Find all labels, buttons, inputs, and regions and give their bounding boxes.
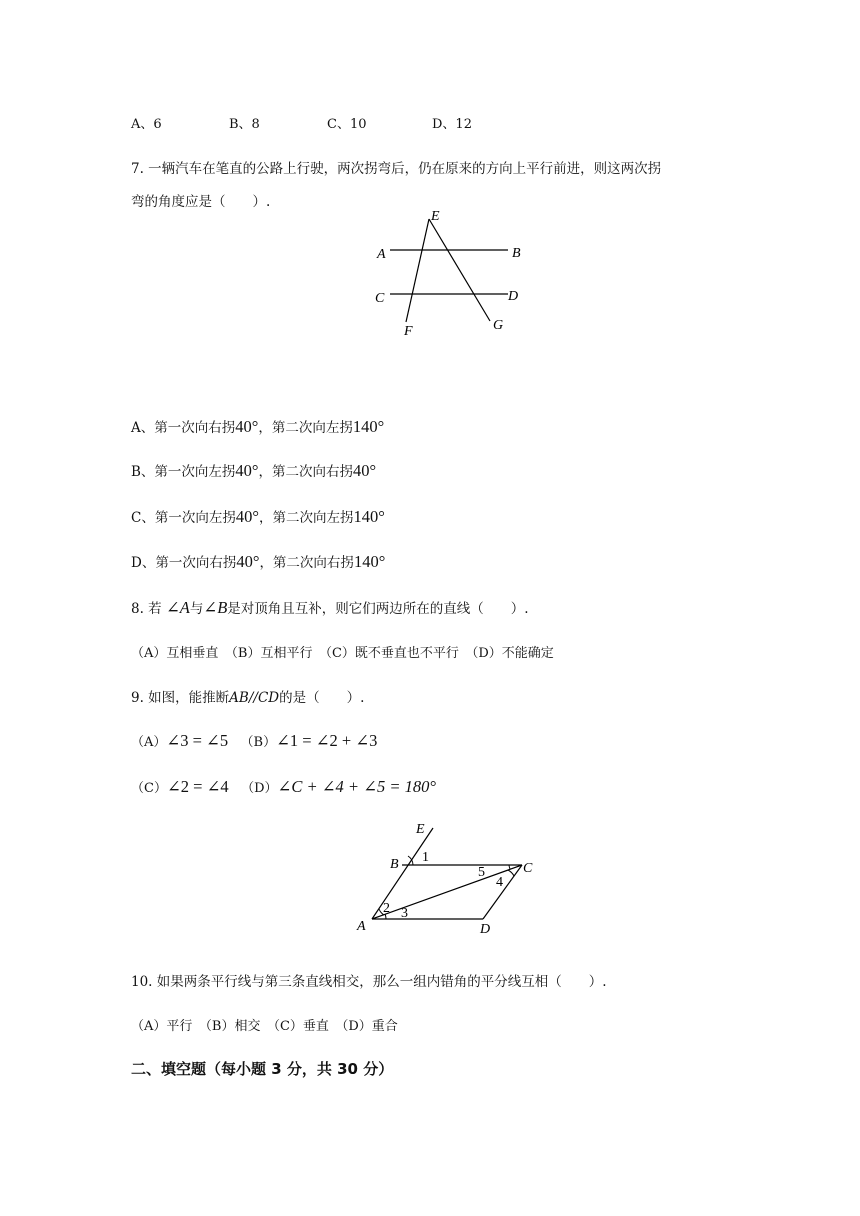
- q9-label-2: 2: [383, 901, 390, 916]
- q9-label-1: 1: [422, 850, 429, 865]
- q7-option-a: A、第一次向右拐40°，第二次向左拐140°: [131, 417, 385, 436]
- q7-option-d: D、第一次向右拐40°，第二次向右拐140°: [131, 552, 386, 571]
- q6-option-c: C、10: [327, 117, 367, 132]
- q6-option-a: A、6: [131, 117, 162, 132]
- q7-stem-line1: 7. 一辆汽车在笔直的公路上行驶，两次拐弯后，仍在原来的方向上平行前进，则这两次拐: [131, 161, 662, 177]
- q7-line-ef: [406, 219, 429, 322]
- q9-label-e: E: [416, 822, 425, 837]
- q9-label-3: 3: [401, 906, 408, 921]
- q7-option-b: B、第一次向左拐40°，第二次向右拐40°: [131, 461, 377, 480]
- q8-stem: 8. 若 ∠A与∠B是对顶角且互补，则它们两边所在的直线（ ）.: [131, 598, 529, 617]
- q9-label-d: D: [480, 922, 491, 937]
- q9-label-b: B: [390, 857, 399, 872]
- q9-figure: [350, 818, 550, 943]
- q7-label-e: E: [431, 209, 440, 224]
- q9-line-cd: [483, 865, 522, 919]
- q7-stem-line2: 弯的角度应是（ ）.: [131, 194, 271, 210]
- section-2-heading: 二、填空题（每小题 3 分，共 30 分）: [131, 1060, 394, 1078]
- q7-label-b: B: [512, 246, 521, 261]
- q10-options: （A）平行 （B）相交 （C）垂直 （D）重合: [131, 1019, 398, 1034]
- q7-label-g: G: [493, 318, 504, 333]
- q10-stem: 10. 如果两条平行线与第三条直线相交，那么一组内错角的平分线互相（ ）.: [131, 974, 607, 990]
- q9-arc-4: [508, 870, 514, 876]
- q9-label-5: 5: [478, 865, 485, 880]
- q7-line-eg: [429, 219, 490, 321]
- q7-label-f: F: [404, 324, 413, 339]
- q9-line-ac: [372, 865, 522, 919]
- q7-label-c: C: [375, 291, 385, 306]
- q8-options: （A）互相垂直 （B）互相平行 （C）既不垂直也不平行 （D）不能确定: [131, 646, 554, 661]
- q6-option-b: B、8: [229, 117, 260, 132]
- q9-label-4: 4: [496, 875, 503, 890]
- q9-stem: 9. 如图，能推断AB//CD的是（ ）.: [131, 690, 365, 706]
- q6-option-d: D、12: [432, 117, 472, 132]
- q9-options-cd: （C）∠2 = ∠4 （D）∠C + ∠4 + ∠5 = 180°: [131, 777, 436, 796]
- q7-option-c: C、第一次向左拐40°，第二次向左拐140°: [131, 507, 385, 526]
- q9-label-c: C: [523, 861, 533, 876]
- q7-label-d: D: [508, 289, 519, 304]
- q7-label-a: A: [377, 247, 386, 262]
- q9-label-a: A: [357, 919, 366, 934]
- q7-figure: [370, 205, 530, 340]
- q9-options-ab: （A）∠3 = ∠5 （B）∠1 = ∠2 + ∠3: [131, 731, 378, 750]
